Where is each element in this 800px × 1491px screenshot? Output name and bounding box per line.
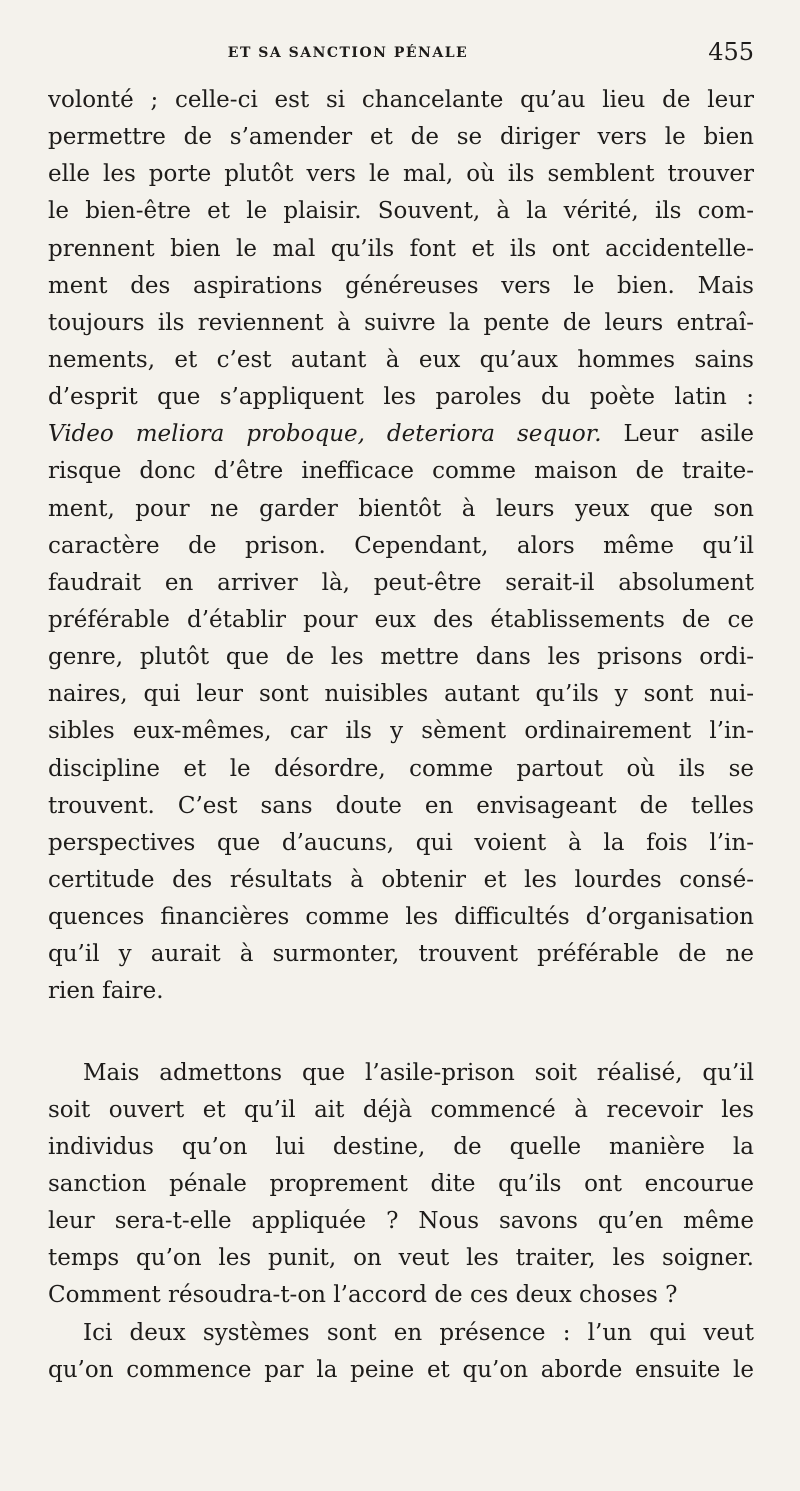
text-line-last: rien faire. bbox=[48, 978, 164, 1005]
text-line: discipline et le désordre, comme partout où ils se bbox=[48, 755, 754, 782]
text-line: trouvent. C’est sans doute en envisageant de telles bbox=[48, 792, 754, 819]
text-line: prennent bien le mal qu’ils font et ils ont accidentelle- bbox=[48, 235, 754, 262]
text-line: qu’il y aurait à surmonter, trouvent préférable de ne bbox=[48, 941, 754, 968]
running-title: ET SA SANCTION PÉNALE bbox=[227, 45, 469, 61]
text-line: toujours ils reviennent à suivre la pente de leurs entraî- bbox=[48, 309, 754, 336]
text-line: qu’on commence par la peine et qu’on aborde ensuite le bbox=[48, 1356, 754, 1383]
text-line: permettre de s’amender et de se diriger vers le bien bbox=[48, 124, 754, 151]
text-line: le bien-être et le plaisir. Souvent, à la vérité, ils com- bbox=[48, 198, 754, 225]
latin-quote: Video meliora proboque, deteriora sequor. bbox=[48, 421, 602, 448]
text-line: soit ouvert et qu’il ait déjà commencé à recevoir les bbox=[48, 1096, 754, 1123]
text-line: nements, et c’est autant à eux qu’aux hommes sains bbox=[48, 346, 754, 373]
text-line: certitude des résultats à obtenir et les lourdes consé- bbox=[48, 866, 754, 893]
text-line: ment, pour ne garder bientôt à leurs yeux que son bbox=[48, 495, 754, 522]
running-head bbox=[48, 38, 754, 68]
text-line: elle les porte plutôt vers le mal, où ils semblent trouver bbox=[48, 161, 754, 188]
text-line: faudrait en arriver là, peut-être serait-il absolument bbox=[48, 569, 754, 596]
text-line: leur sera-t-elle appliquée ? Nous savons qu’en même bbox=[48, 1208, 754, 1235]
text-line-last: Comment résoudra-t-on l’accord de ces deux choses ? bbox=[48, 1282, 678, 1309]
text-line: temps qu’on les punit, on veut les traiter, les soigner. bbox=[48, 1245, 754, 1272]
paragraph-gap bbox=[48, 1011, 754, 1055]
text-line: préférable d’établir pour eux des établissements de ce bbox=[48, 606, 754, 633]
text-line: individus qu’on lui destine, de quelle manière la bbox=[48, 1133, 754, 1160]
text-line: quences financières comme les difficultés d’organisation bbox=[48, 904, 754, 931]
text-line-quote bbox=[48, 416, 754, 453]
text-line: risque donc d’être inefficace comme maison de traite- bbox=[48, 458, 754, 485]
text-line: sibles eux-mêmes, car ils y sèment ordinairement l’in- bbox=[48, 718, 754, 745]
text-line: genre, plutôt que de les mettre dans les prisons ordi- bbox=[48, 644, 754, 671]
text-line: d’esprit que s’appliquent les paroles du poète latin : bbox=[48, 384, 754, 411]
body-text bbox=[48, 82, 754, 1389]
text-line: volonté ; celle-ci est si chancelante qu’au lieu de leur bbox=[48, 87, 754, 113]
text-line: ment des aspirations généreuses vers le bien. Mais bbox=[48, 272, 754, 299]
text-line-first: Ici deux systèmes sont en présence : l’un qui veut bbox=[83, 1319, 754, 1346]
quote-continuation: Leur asile bbox=[623, 421, 754, 448]
text-line: perspectives que d’aucuns, qui voient à la fois l’in- bbox=[48, 829, 754, 856]
text-line: caractère de prison. Cependant, alors même qu’il bbox=[48, 532, 754, 559]
text-line-first: Mais admettons que l’asile-prison soit réalisé, qu’il bbox=[83, 1059, 754, 1086]
text-line: sanction pénale proprement dite qu’ils ont encourue bbox=[48, 1170, 754, 1197]
text-line: naires, qui leur sont nuisibles autant qu’ils y sont nui- bbox=[48, 681, 754, 708]
page-number: 455 bbox=[708, 38, 754, 66]
